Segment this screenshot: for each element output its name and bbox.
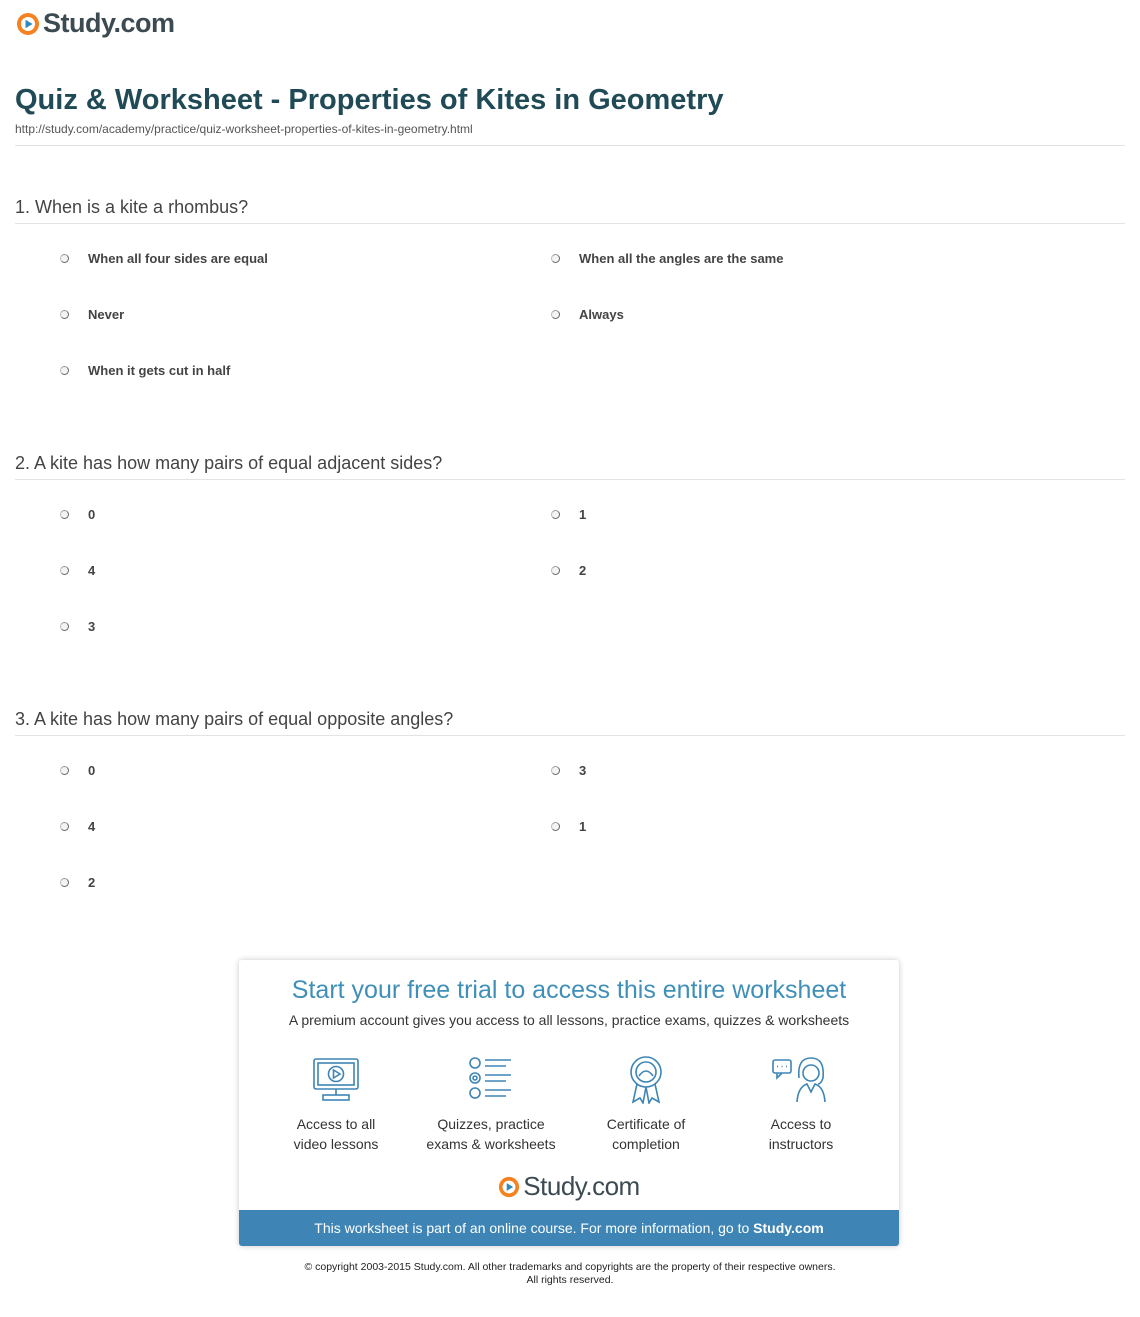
header-divider — [15, 145, 1125, 146]
q3-option[interactable]: 1 — [551, 819, 586, 834]
radio-button[interactable] — [60, 766, 69, 775]
radio-button[interactable] — [60, 310, 69, 319]
play-logo-icon — [16, 12, 40, 36]
promo-footer-link[interactable]: Study.com — [753, 1220, 824, 1236]
radio-button[interactable] — [551, 766, 560, 775]
radio-button[interactable] — [60, 822, 69, 831]
q2-option[interactable]: 0 — [60, 507, 95, 522]
question-1-title: 1. When is a kite a rhombus? — [15, 197, 249, 217]
copyright-notice: © copyright 2003-2015 Study.com. All other trademarks and copyrights are the property of their respective owners. All rights reserved. — [304, 1261, 836, 1286]
question-3-divider — [15, 735, 1125, 736]
logo-wordmark: Study.com — [43, 8, 175, 38]
promo-heading[interactable]: Start your free trial to access this entire worksheet — [291, 976, 847, 1004]
promo-footer-bar — [239, 1210, 899, 1246]
q3-option[interactable]: 2 — [60, 875, 95, 890]
radio-button[interactable] — [60, 366, 69, 375]
q1-option[interactable]: When all the angles are the same — [551, 251, 783, 266]
radio-button[interactable] — [551, 510, 560, 519]
q1-option[interactable]: Never — [60, 307, 124, 322]
question-2-title: 2. A kite has how many pairs of equal adjacent sides? — [15, 453, 443, 473]
question-3-title: 3. A kite has how many pairs of equal opposite angles? — [15, 709, 454, 729]
q3-option[interactable]: 0 — [60, 763, 95, 778]
q3-option[interactable]: 3 — [551, 763, 586, 778]
feature-instructors: Access to instructors — [723, 1054, 879, 1154]
feature-video-lessons: Access to all video lessons — [258, 1054, 414, 1154]
q1-option[interactable]: When all four sides are equal — [60, 251, 268, 266]
radio-button[interactable] — [60, 510, 69, 519]
q1-option[interactable]: When it gets cut in half — [60, 363, 230, 378]
radio-button[interactable] — [60, 254, 69, 263]
promo-study-logo — [239, 1171, 899, 1202]
radio-button[interactable] — [551, 566, 560, 575]
play-logo-icon — [498, 1176, 520, 1198]
page-title: Quiz & Worksheet - Properties of Kites in Geometry — [15, 84, 724, 116]
promo-subheading: A premium account gives you access to all lessons, practice exams, quizzes & worksheets — [288, 1012, 850, 1028]
feature-quizzes: Quizzes, practice exams & worksheets — [413, 1054, 569, 1154]
q2-option[interactable]: 3 — [60, 619, 95, 634]
promo-footer-text: This worksheet is part of an online course. For more information, go to — [314, 1220, 750, 1236]
instructors-icon — [771, 1054, 831, 1104]
radio-button[interactable] — [60, 622, 69, 631]
q1-option[interactable]: Always — [551, 307, 624, 322]
q2-option[interactable]: 4 — [60, 563, 95, 578]
radio-button[interactable] — [60, 566, 69, 575]
feature-certificate: Certificate of completion — [568, 1054, 724, 1154]
radio-button[interactable] — [551, 254, 560, 263]
video-lessons-icon — [311, 1054, 361, 1104]
study-logo[interactable] — [16, 8, 175, 39]
question-2-divider — [15, 479, 1125, 480]
promo-logo-wordmark: Study.com — [523, 1171, 640, 1201]
q3-option[interactable]: 4 — [60, 819, 95, 834]
question-1-divider — [15, 223, 1125, 224]
q2-option[interactable]: 2 — [551, 563, 586, 578]
page-url[interactable]: http://study.com/academy/practice/quiz-worksheet-properties-of-kites-in-geometry.html — [15, 122, 473, 136]
q2-option[interactable]: 1 — [551, 507, 586, 522]
free-trial-promo[interactable] — [239, 960, 899, 1246]
radio-button[interactable] — [60, 878, 69, 887]
quiz-list-icon — [466, 1054, 516, 1104]
radio-button[interactable] — [551, 822, 560, 831]
radio-button[interactable] — [551, 310, 560, 319]
certificate-icon — [621, 1054, 671, 1104]
